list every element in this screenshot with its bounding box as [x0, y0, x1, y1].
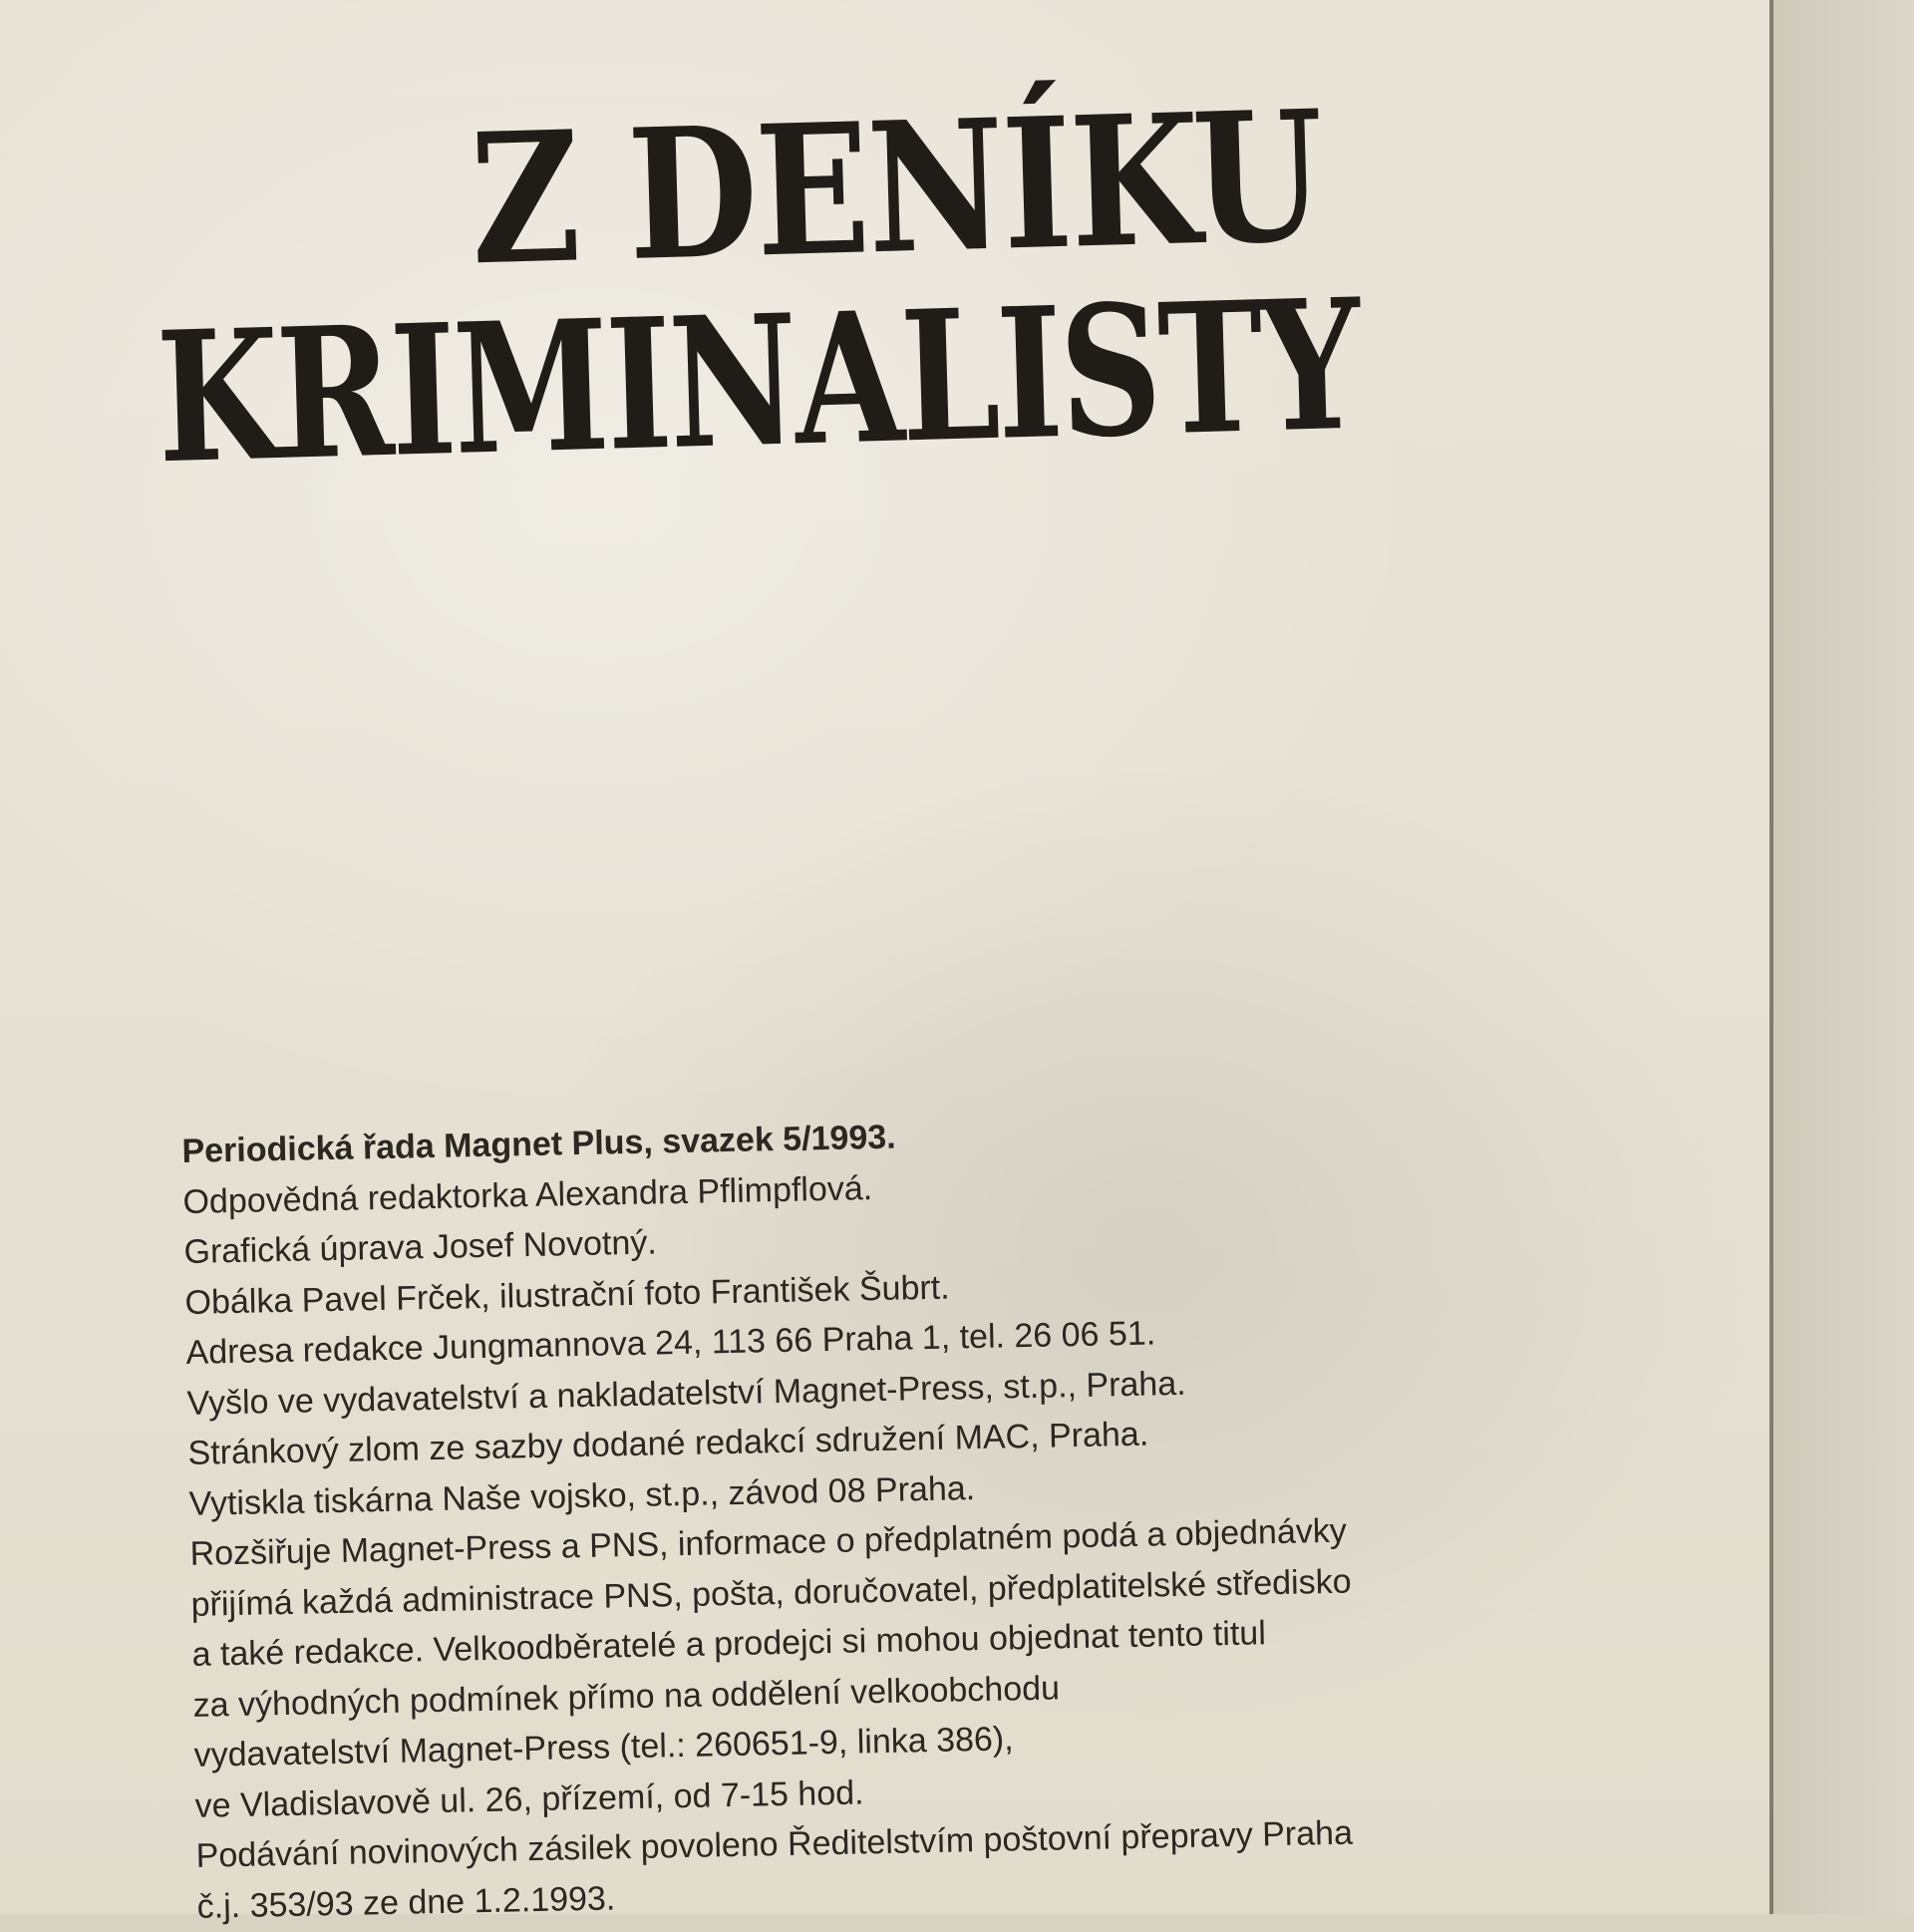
title-line-2: KRIMINALISTY [154, 259, 1361, 504]
imprint-distribution-line: Rozšiřuje Magnet-Press a PNS, informace o předplatném podá a objednávky [189, 1511, 1348, 1573]
imprint-postal-line: č.j. 353/93 ze dne 1.2.1993. [196, 1878, 616, 1926]
imprint-cover-line: Obálka Pavel Frček, ilustrační foto František Šubrt. [184, 1268, 950, 1322]
imprint-distribution-line: přijímá každá administrace PNS, pošta, doručovatel, předplatitelské středisko [190, 1562, 1352, 1624]
imprint-wholesale-line: za výhodných podmínek přímo na oddělení velkoobchodu [192, 1668, 1061, 1725]
imprint-block [181, 1098, 1643, 1932]
imprint-printer-line: Vytiskla tiskárna Naše vojsko, st.p., závod 08 Praha. [188, 1468, 976, 1523]
imprint-distribution-line: a také redakce. Velkoodběratelé a prodejci si mohou objednat tento titul [191, 1614, 1267, 1674]
imprint-editor-line: Odpovědná redaktorka Alexandra Pflimpflová. [182, 1168, 873, 1221]
book-title [150, 71, 1361, 504]
title-line-1: Z DENÍKU [468, 71, 1325, 306]
imprint-layout-line: Stránkový zlom ze sazby dodané redakcí sdružení MAC, Praha. [187, 1415, 1149, 1472]
imprint-wholesale-line: ve Vladislavově ul. 26, přízemí, od 7-15 hod. [194, 1772, 864, 1825]
imprint-design-line: Grafická úprava Josef Novotný. [183, 1223, 658, 1271]
imprint-publisher-line: Vyšlo ve vydavatelství a nakladatelství Magnet-Press, st.p., Praha. [186, 1364, 1186, 1423]
imprint-series-line: Periodická řada Magnet Plus, svazek 5/1993. [181, 1118, 897, 1170]
background-surface [1773, 0, 1914, 1914]
imprint-postal-line: Podávání novinových zásilek povoleno Ředitelstvím poštovní přepravy Praha [195, 1813, 1354, 1875]
imprint-address-line: Adresa redakce Jungmannova 24, 113 66 Praha 1, tel. 26 06 51. [185, 1314, 1156, 1372]
imprint-wholesale-line: vydavatelství Magnet-Press (tel.: 260651-9, linka 386), [193, 1720, 1014, 1774]
